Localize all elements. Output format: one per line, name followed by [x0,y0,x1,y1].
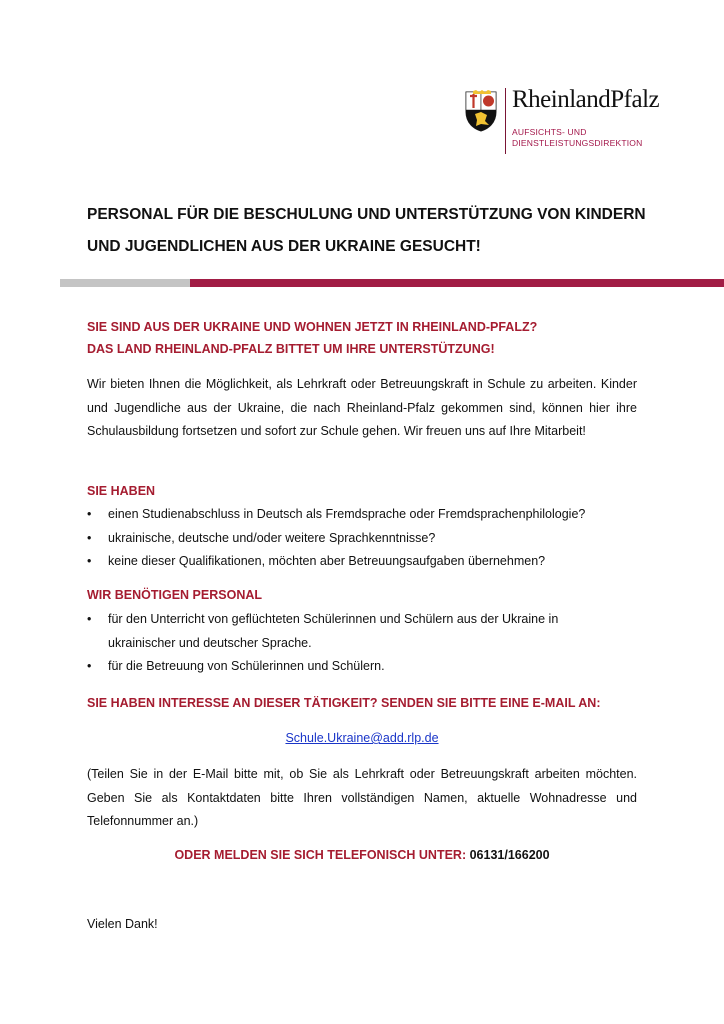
logo-brand: RheinlandPfalz [512,86,660,113]
intro-paragraph: Wir bieten Ihnen die Möglichkeit, als Lehrkraft oder Betreuungskraft in Schule zu arbeiten. Kinder und Jugendliche aus der Ukraine, die nach Rheinland-Pfalz gekommen sind, können hier ihre Schulausbildung fortsetzen und sofort zur Schule gehen. Wir freuen uns auf Ihre Mitarbeit! [87,377,637,438]
sie-haben-list [87,503,647,574]
logo [464,86,664,156]
coat-of-arms-icon [464,90,498,132]
divider-bar-red [190,279,724,287]
list-item: • einen Studienabschluss in Deutsch als Fremdsprache oder Fremdsprachenphilologie? [87,503,647,527]
personal-heading: WIR BENÖTIGEN PERSONAL [87,588,263,602]
intro-heading-1: SIE SIND AUS DER UKRAINE UND WOHNEN JETZT IN RHEINLAND-PFALZ? [87,320,538,334]
list-item: • keine dieser Qualifikationen, möchten aber Betreuungsaufgaben übernehmen? [87,550,647,574]
personal-list [87,608,587,679]
phone-label: ODER MELDEN SIE SICH TELEFONISCH UNTER: [174,848,467,862]
list-item: • ukrainische, deutsche und/oder weitere Sprachkenntnisse? [87,527,647,551]
intro-heading-2: DAS LAND RHEINLAND-PFALZ BITTET UM IHRE UNTERSTÜTZUNG! [87,342,495,356]
list-item: • für den Unterricht von geflüchteten Schülerinnen und Schülern aus der Ukraine in ukrainischer und deutscher Sprache. [87,608,587,655]
phone-row [0,848,724,862]
list-item: • für die Betreuung von Schülerinnen und Schülern. [87,655,587,679]
divider-bar-grey [60,279,190,287]
logo-divider [505,88,506,154]
sie-haben-heading: SIE HABEN [87,484,156,498]
email-link[interactable]: Schule.Ukraine@add.rlp.de [285,731,439,745]
logo-subtitle-1: AUFSICHTS- UND [512,127,587,137]
contact-heading: SIE HABEN INTERESSE AN DIESER TÄTIGKEIT? SENDEN SIE BITTE EINE E-MAIL AN: [87,696,601,710]
contact-note: (Teilen Sie in der E-Mail bitte mit, ob Sie als Lehrkraft oder Betreuungskraft arbeiten möchten. Geben Sie als Kontaktdaten bitte Ihren vollständigen Namen, aktuelle Wohnadresse und Telefonnummer an.) [87,767,637,828]
closing-text: Vielen Dank! [87,917,158,931]
phone-number: 06131/166200 [469,848,550,862]
logo-subtitle-2: DIENSTLEISTUNGSDIREKTION [512,138,643,148]
page-title: PERSONAL FÜR DIE BESCHULUNG UND UNTERSTÜTZUNG VON KINDERN UND JUGENDLICHEN AUS DER UKRAINE GESUCHT! [87,206,646,255]
email-row [0,731,724,745]
